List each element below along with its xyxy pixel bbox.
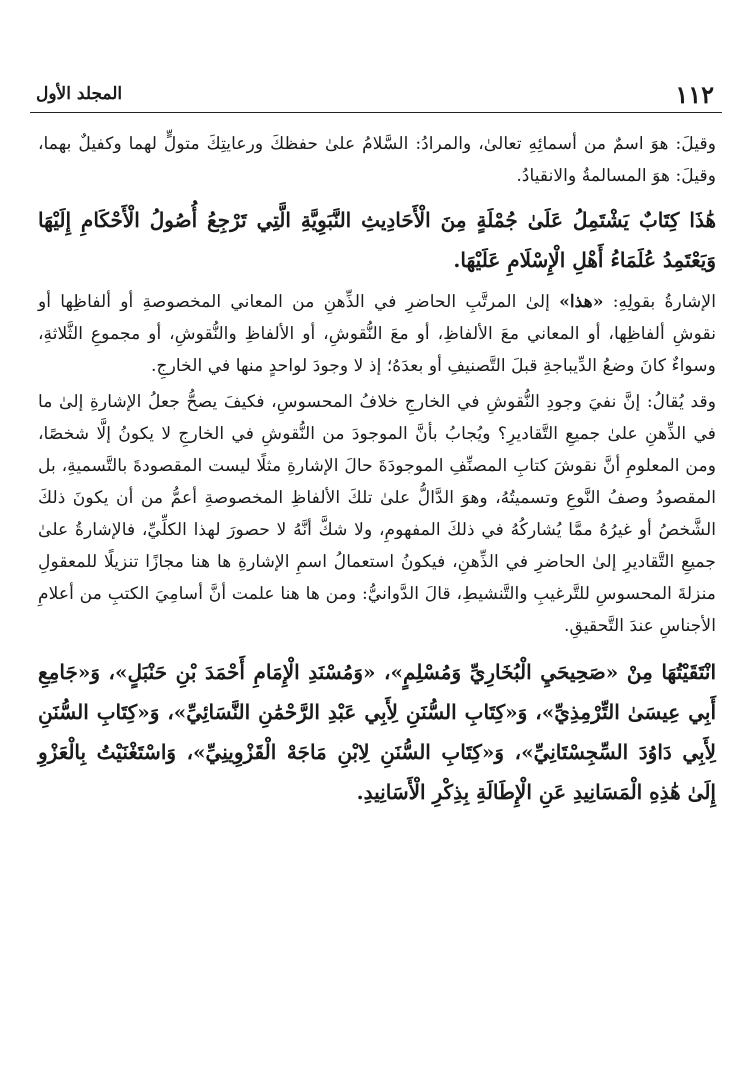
- commentary-paragraph: [38, 286, 716, 382]
- matn-paragraph: هَٰذَا كِتَابٌ يَشْتَمِلُ عَلَىٰ جُمْلَةٍ مِنَ الْأَحَادِيثِ النَّبَوِيَّةِ الَّتِي تَرْجِعُ أُصُولُ الْأَحْكَامِ إِلَيْهَا وَيَعْتَمِدُ عُلَمَاءُ أَهْلِ الْإِسْلَامِ عَلَيْهَا.: [38, 208, 716, 272]
- volume-title: المجلد الأول: [36, 84, 123, 104]
- commentary-block: [38, 128, 716, 192]
- matn-block: [38, 200, 716, 280]
- matn-block: [38, 652, 716, 812]
- commentary-block: [38, 286, 716, 642]
- commentary-paragraph: وقيلَ: هوَ اسمٌ من أسمائِهِ تعالىٰ، والمرادُ: السَّلامُ علىٰ حفظكَ ورعايتِكَ متولٍّ لهما وكفيلٌ بهما، وقيلَ: هوَ المسالمةُ والانقيادُ.: [38, 134, 716, 186]
- quoted-term: «هذا»: [559, 292, 604, 312]
- commentary-rest: إلىٰ المرتَّبِ الحاضرِ في الذِّهنِ من المعاني المخصوصةِ أو ألفاظِها أو نقوشِ ألفاظِها، أو المعاني معَ الألفاظِ، أو معَ النُّقوشِ، أو الألفاظِ والنُّقوشِ، أو مجموعِ الثَّلاثةِ، وسواءٌ كانَ وضعُ الدِّيباجةِ قبلَ التَّصنيفِ أو بعدَهُ؛ إذ لا وجودَ لواحدٍ منها في الخارجِ.: [38, 292, 716, 376]
- running-header: [30, 78, 722, 113]
- commentary-paragraph: وقد يُقالُ: إنَّ نفيَ وجودِ النُّقوشِ في الخارجِ خلافُ المحسوسِ، فكيفَ يصحُّ جعلُ الإشارةِ إلىٰ ما في الذِّهنِ علىٰ جميعِ التَّقاديرِ؟ ويُجابُ بأنَّ الموجودَ من النُّقوشِ في الخارجِ لا يكونُ إلَّا شخصًا، ومن المعلومِ أنَّ نقوشَ كتابِ المصنِّفِ الموجودَةَ حالَ الإشارةِ مثلًا ليست المقصودةَ بالتَّسميةِ، بل المقصودُ وصفُ النَّوعِ وتسميتُهُ، وهوَ الدَّالُّ علىٰ تلكَ الألفاظِ المخصوصةِ أعمُّ من أن يكونَ ذلكَ الشَّخصُ أو غيرُهُ ممَّا يُشاركُهُ في ذلكَ المفهومِ، ولا شكَّ أنَّهُ لا حصورَ لهذا الكلِّيِّ، فالإشارةُ علىٰ جميعِ التَّقاديرِ إلىٰ الحاضرِ في الذِّهنِ، فيكونُ استعمالُ اسمِ الإشارةِ ها هنا مجازًا تنزيلًا للمعقولِ منزلةَ المحسوسِ للتَّرغيبِ والتَّنشيطِ، قالَ الدَّوانيُّ: ومن ها هنا علمت أنَّ أسامِيَ الكتبِ من أعلامِ الأجناسِ عندَ التَّحقيقِ.: [38, 392, 716, 636]
- page-number: ١١٢: [675, 80, 714, 109]
- commentary-lead: الإشارةُ بقولِهِ:: [603, 292, 717, 312]
- page-body: [38, 128, 716, 818]
- matn-paragraph: انْتَقَيْتُهَا مِنْ «صَحِيحَيِ الْبُخَارِيِّ وَمُسْلِمٍ»، «وَمُسْنَدِ الْإِمَامِ أَحْمَدَ بْنِ حَنْبَلٍ»، وَ«جَامِعِ أَبِي عِيسَىٰ التِّرْمِذِيِّ»، وَ«كِتَابِ السُّنَنِ لِأَبِي عَبْدِ الرَّحْمَٰنِ النَّسَائِيِّ»، وَ«كِتَابِ السُّنَنِ لِأَبِي دَاوُدَ السِّجِسْتَانِيِّ»، وَ«كِتَابِ السُّنَنِ لِابْنِ مَاجَهْ الْقَزْوِينِيِّ»، وَاسْتَغْنَيْتُ بِالْعَزْوِ إِلَىٰ هَٰذِهِ الْمَسَانِيدِ عَنِ الْإِطَالَةِ بِذِكْرِ الْأَسَانِيدِ.: [38, 660, 716, 804]
